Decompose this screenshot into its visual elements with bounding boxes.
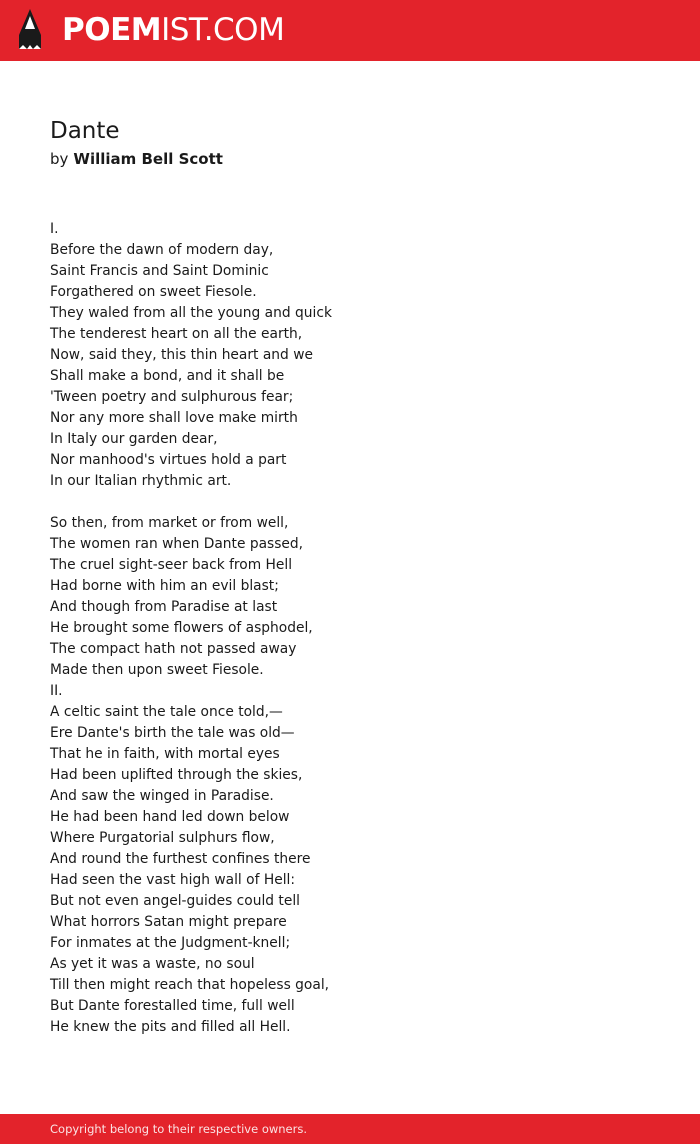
poem-line: A celtic saint the tale once told,— — [50, 704, 283, 720]
poem-line: They waled from all the young and quick — [50, 305, 332, 321]
stanza-break — [50, 492, 650, 513]
poem-line: Nor any more shall love make mirth — [50, 410, 298, 426]
poem-line: I. — [50, 221, 59, 237]
poem-line: As yet it was a waste, no soul — [50, 956, 255, 972]
poem-line: Where Purgatorial sulphurs flow, — [50, 830, 275, 846]
poem-line: Ere Dante's birth the tale was old— — [50, 725, 295, 741]
brand-light: IST.COM — [161, 12, 285, 48]
poem-line: Till then might reach that hopeless goal, — [50, 977, 330, 993]
poem-line: So then, from market or from well, — [50, 515, 289, 531]
poem-line: The compact hath not passed away — [50, 641, 297, 657]
poem-line: In our Italian rhythmic art. — [50, 473, 232, 489]
poem-line: And saw the winged in Paradise. — [50, 788, 274, 804]
poem-line: 'Tween poetry and sulphurous fear; — [50, 389, 294, 405]
poem-line: But Dante forestalled time, full well — [50, 998, 295, 1014]
poem-line: Shall make a bond, and it shall be — [50, 368, 285, 384]
poem-line: That he in faith, with mortal eyes — [50, 746, 280, 762]
author-name[interactable]: William Bell Scott — [73, 150, 223, 168]
poem-line: But not even angel-guides could tell — [50, 893, 300, 909]
poem-line: And though from Paradise at last — [50, 599, 278, 615]
by-label: by — [50, 150, 69, 168]
poem-line: For inmates at the Judgment-knell; — [50, 935, 291, 951]
poem-line: Had seen the vast high wall of Hell: — [50, 872, 296, 888]
poem-body — [50, 219, 650, 1038]
poem-line: The cruel sight-seer back from Hell — [50, 557, 293, 573]
poem-line: II. — [50, 683, 63, 699]
copyright-text: Copyright belong to their respective owners. — [50, 1122, 308, 1136]
poem-line: Now, said they, this thin heart and we — [50, 347, 313, 363]
poem-title: Dante — [50, 118, 120, 144]
poem-line: Before the dawn of modern day, — [50, 242, 274, 258]
poem-line: Saint Francis and Saint Dominic — [50, 263, 269, 279]
poem-line: He brought some flowers of asphodel, — [50, 620, 313, 636]
poem-line: Had been uplifted through the skies, — [50, 767, 303, 783]
poem-line: The women ran when Dante passed, — [50, 536, 304, 552]
poem-line: Had borne with him an evil blast; — [50, 578, 279, 594]
site-logo-text[interactable] — [62, 10, 284, 50]
poem-byline — [50, 148, 223, 170]
brand-bold: POEM — [62, 12, 162, 48]
poem-line: In Italy our garden dear, — [50, 431, 218, 447]
poem-line: What horrors Satan might prepare — [50, 914, 287, 930]
poem-line: The tenderest heart on all the earth, — [50, 326, 303, 342]
site-header — [0, 0, 700, 61]
poem-line: And round the furthest confines there — [50, 851, 311, 867]
poem-line: He knew the pits and filled all Hell. — [50, 1019, 291, 1035]
poem-line: Nor manhood's virtues hold a part — [50, 452, 287, 468]
poem-line: Made then upon sweet Fiesole. — [50, 662, 264, 678]
site-footer — [0, 1114, 700, 1144]
poem-line: He had been hand led down below — [50, 809, 290, 825]
pencil-icon[interactable] — [17, 9, 43, 51]
poem-line: Forgathered on sweet Fiesole. — [50, 284, 257, 300]
